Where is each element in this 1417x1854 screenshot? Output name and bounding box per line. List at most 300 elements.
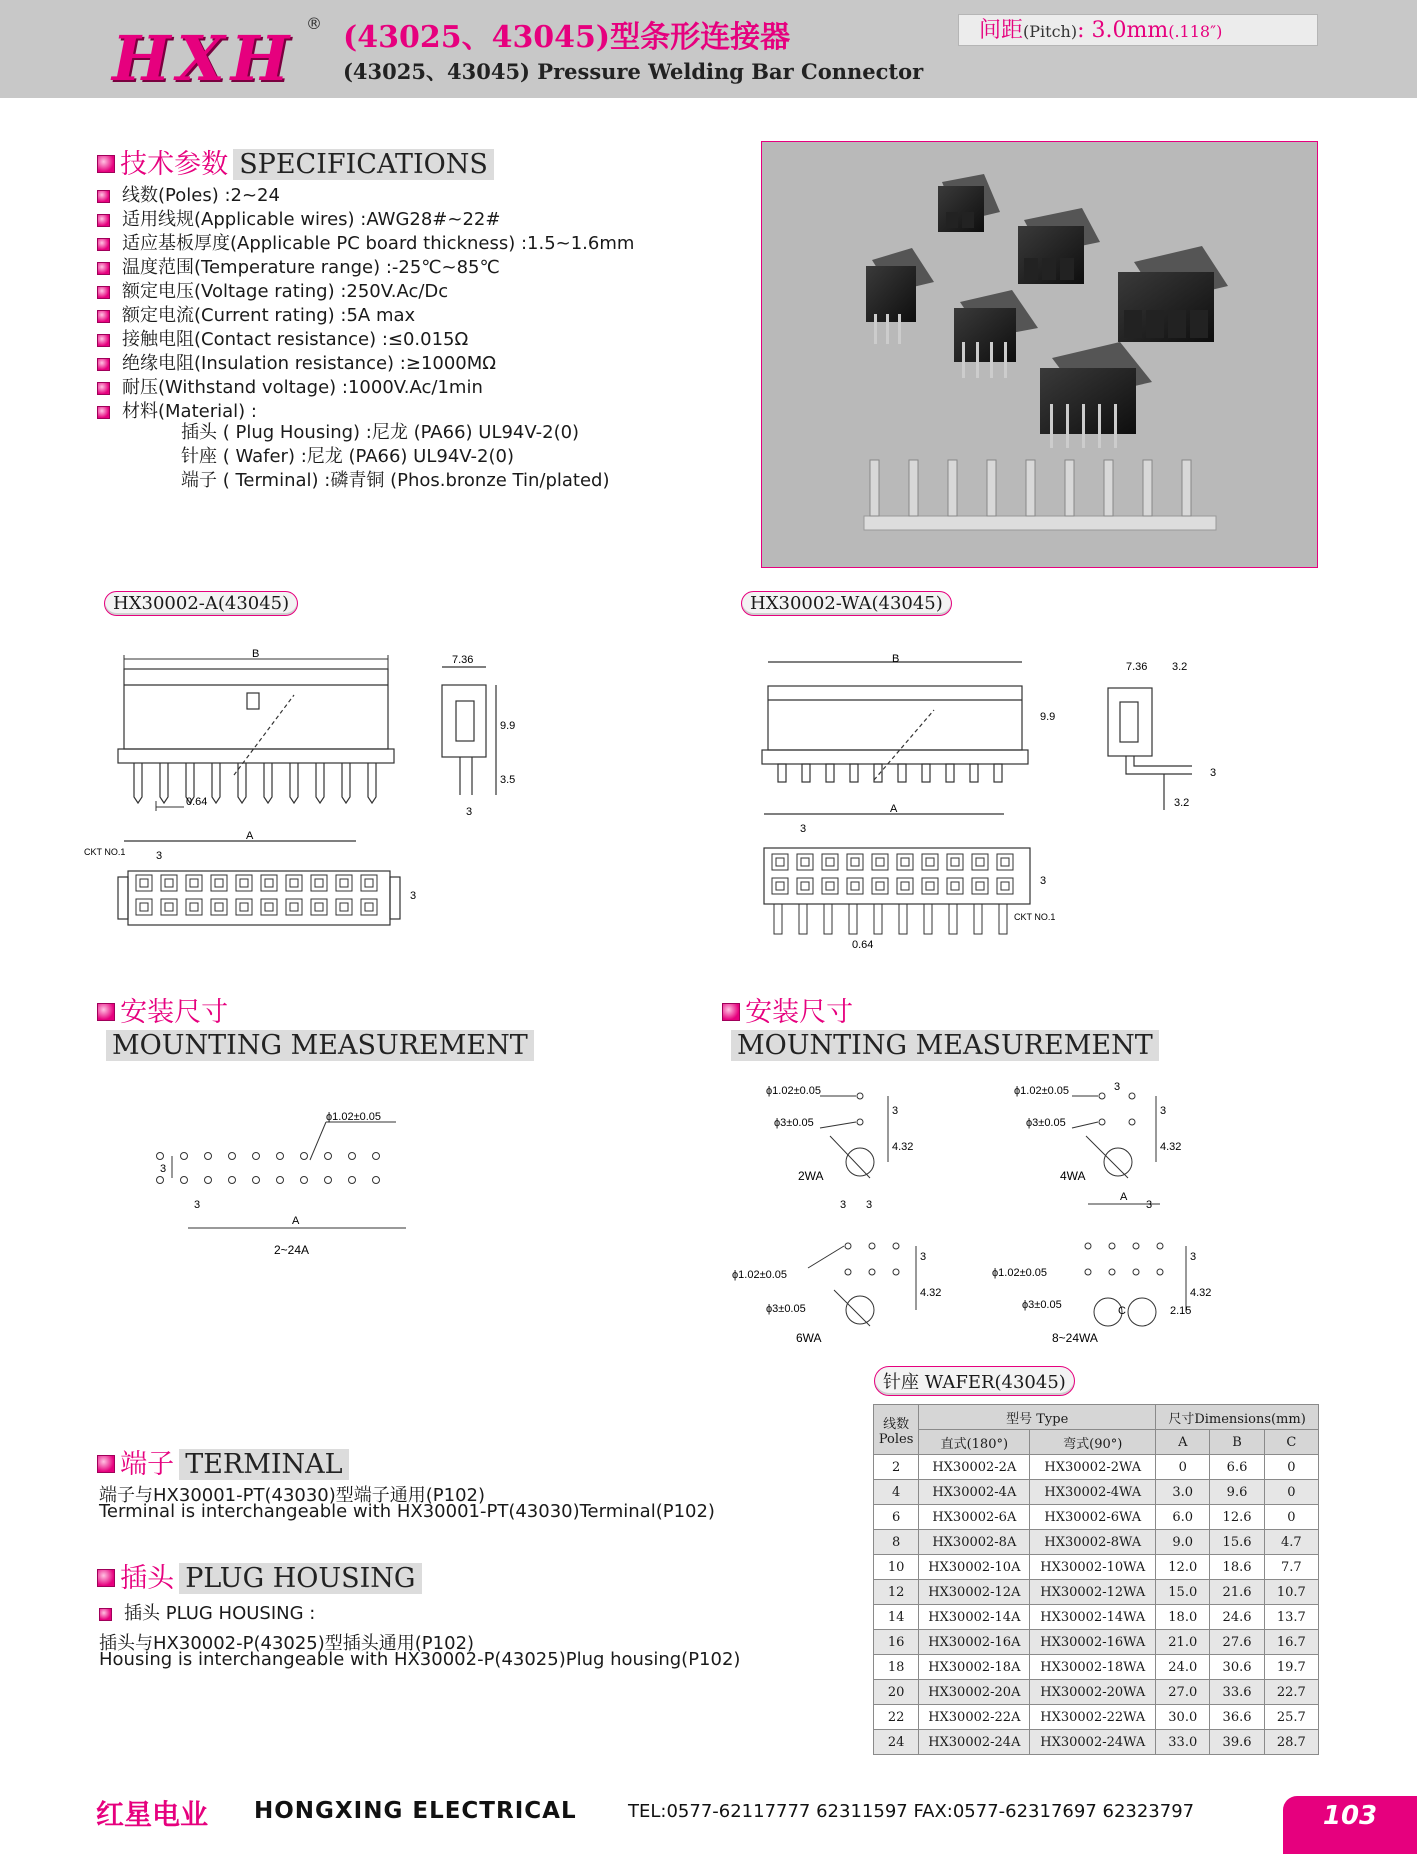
dim-432-8wa: 4.32: [1190, 1287, 1212, 1299]
bullet-icon: [97, 262, 110, 275]
product-photo: [761, 141, 1318, 568]
bullet-icon: [97, 214, 110, 227]
pin: [826, 764, 834, 782]
table-cell: HX30002-10A: [919, 1555, 1030, 1580]
plug-housing-line-cn: 插头与HX30002-P(43025)型插头通用(P102): [99, 1633, 475, 1654]
cavity: [336, 899, 352, 915]
table-cell: HX30002-16A: [919, 1630, 1030, 1655]
drawing-label-a: HX30002-A(43045): [104, 591, 298, 616]
brand-logo: HXH: [112, 22, 296, 95]
col-right-angle: 弯式(90°): [1030, 1430, 1156, 1455]
cavity: [261, 899, 277, 915]
pin: [802, 764, 810, 782]
table-cell: 15.6: [1210, 1530, 1264, 1555]
table-cell: HX30002-20A: [919, 1680, 1030, 1705]
cavity-inner: [851, 882, 859, 890]
hole: [277, 1177, 284, 1184]
cavity-inner: [340, 903, 348, 911]
hole: [277, 1153, 284, 1160]
table-cell: 27.0: [1156, 1680, 1210, 1705]
cavity: [972, 878, 988, 894]
table-cell: 18: [874, 1655, 919, 1680]
pin: [774, 904, 782, 934]
hole: [301, 1177, 308, 1184]
cavity: [772, 878, 788, 894]
cavity-inner: [801, 858, 809, 866]
cavity-inner: [140, 903, 148, 911]
cavity: [161, 875, 177, 891]
dim-3side-right: 3: [1040, 875, 1047, 887]
pin: [824, 904, 832, 934]
dim-b-left: B: [252, 648, 260, 660]
table-cell: 39.6: [1210, 1730, 1264, 1755]
bullet-icon: [97, 406, 110, 419]
hole: [253, 1177, 260, 1184]
cavity: [922, 854, 938, 870]
hole: [325, 1153, 332, 1160]
specifications-title-cn: 技术参数: [120, 149, 229, 180]
material-item: 插头 ( Plug Housing) :尼龙 (PA66) UL94V-2(0): [181, 422, 580, 443]
table-cell: HX30002-24WA: [1030, 1730, 1156, 1755]
mounting-right-title-cn: 安装尺寸: [745, 997, 854, 1028]
cavity-inner: [951, 882, 959, 890]
cavity: [947, 878, 963, 894]
table-cell: 36.6: [1210, 1705, 1264, 1730]
table-cell: 12.0: [1156, 1555, 1210, 1580]
pin: [922, 764, 930, 782]
hole: [181, 1177, 188, 1184]
cavity-inner: [190, 879, 198, 887]
hole: [373, 1153, 380, 1160]
cavity: [311, 899, 327, 915]
table-row: [874, 1555, 1319, 1580]
bullet-icon: [97, 310, 110, 323]
table-row: [874, 1480, 1319, 1505]
hole: [325, 1177, 332, 1184]
cavity: [236, 899, 252, 915]
drawing-straight: [84, 645, 554, 945]
pin: [316, 763, 324, 803]
cavity-inner: [215, 903, 223, 911]
table-cell: 24.0: [1156, 1655, 1210, 1680]
pin: [160, 763, 168, 803]
table-row: [874, 1655, 1319, 1680]
table-cell: 0: [1264, 1505, 1318, 1530]
pitch-label: 间距: [979, 18, 1024, 43]
registered-mark: ®: [306, 14, 322, 33]
dim-3-right: 3: [1210, 767, 1217, 779]
cavity-inner: [826, 858, 834, 866]
cavity: [211, 875, 227, 891]
table-cell: HX30002-8A: [919, 1530, 1030, 1555]
section-bullet-icon: [97, 1569, 115, 1587]
cavity: [211, 899, 227, 915]
section-bullet-icon: [97, 1003, 115, 1021]
pitch-label-en: (Pitch): [1023, 22, 1078, 41]
pin: [924, 904, 932, 934]
section-bullet-icon: [97, 155, 115, 173]
cavity-inner: [290, 903, 298, 911]
dim-064-right: 0.64: [852, 939, 874, 950]
material-item: 端子 ( Terminal) :磷青铜 (Phos.bronze Tin/plated): [181, 470, 610, 491]
cavity: [822, 854, 838, 870]
hole: [373, 1177, 380, 1184]
cavity: [361, 899, 377, 915]
dim-3-6wa: 3: [920, 1251, 927, 1263]
cavity-inner: [776, 858, 784, 866]
cavity-inner: [165, 903, 173, 911]
pitch-box: [958, 14, 1318, 46]
table-cell: HX30002-12WA: [1030, 1580, 1156, 1605]
specifications-heading: [97, 142, 494, 181]
table-cell: 20: [874, 1680, 919, 1705]
pin: [368, 763, 376, 803]
spec-item: 材料(Material) :: [97, 400, 634, 424]
table-cell: 9.0: [1156, 1530, 1210, 1555]
table-cell: HX30002-4A: [919, 1480, 1030, 1505]
spec-item: 额定电压(Voltage rating) :250V.Ac/Dc: [97, 280, 634, 304]
table-cell: 15.0: [1156, 1580, 1210, 1605]
connector-4: [954, 290, 1038, 378]
connector-2: [1018, 208, 1100, 284]
spec-item: 适用线规(Applicable wires) :AWG28#~22#: [97, 208, 634, 232]
table-cell: 4: [874, 1480, 919, 1505]
cavity: [286, 875, 302, 891]
dim-c-8wa: C: [1118, 1305, 1126, 1317]
table-cell: 33.6: [1210, 1680, 1264, 1705]
hole: [349, 1153, 356, 1160]
material-item: 针座 ( Wafer) :尼龙 (PA66) UL94V-2(0): [181, 446, 514, 467]
cavity-inner: [976, 858, 984, 866]
cavity-inner: [240, 903, 248, 911]
page-number: 103: [1283, 1796, 1417, 1854]
table-row: [874, 1580, 1319, 1605]
dim-432-6wa: 4.32: [920, 1287, 942, 1299]
page-title-cn: (43025、43045)型条形连接器: [343, 20, 791, 55]
cavity: [136, 875, 152, 891]
dim-3-mount-left: 3: [194, 1199, 201, 1211]
cavity-inner: [851, 858, 859, 866]
dim-a-right: A: [890, 803, 898, 815]
dim-064-left: 0.64: [186, 796, 208, 808]
plug-housing-sub: 插头 PLUG HOUSING :: [99, 1599, 315, 1625]
drawing-right-angle: [734, 650, 1244, 950]
pin: [874, 904, 882, 934]
cavity-inner: [951, 858, 959, 866]
pitch-value: 3.0mm: [1091, 18, 1169, 43]
pitch-sep: :: [1077, 18, 1085, 43]
caption-6wa: 6WA: [796, 1331, 822, 1345]
cavity: [947, 854, 963, 870]
pin: [342, 763, 350, 803]
pin: [849, 904, 857, 934]
pin: [949, 904, 957, 934]
hole-large-6wa: ϕ3±0.05: [766, 1303, 806, 1315]
dim-3-4wa: 3: [1160, 1105, 1167, 1117]
table-cell: HX30002-8WA: [1030, 1530, 1156, 1555]
cavity: [922, 878, 938, 894]
table-cell: HX30002-16WA: [1030, 1630, 1156, 1655]
table-cell: 9.6: [1210, 1480, 1264, 1505]
table-cell: 3.0: [1156, 1480, 1210, 1505]
bullet-icon: [97, 286, 110, 299]
table-cell: 12: [874, 1580, 919, 1605]
dim-3-2wa: 3: [892, 1105, 899, 1117]
hole: [181, 1153, 188, 1160]
cavity-inner: [315, 903, 323, 911]
spec-item: 线数(Poles) :2~24: [97, 184, 634, 208]
table-cell: 25.7: [1264, 1705, 1318, 1730]
cavity-inner: [265, 903, 273, 911]
caption-left: 2~24A: [274, 1243, 310, 1257]
table-cell: HX30002-22A: [919, 1705, 1030, 1730]
cavity-inner: [215, 879, 223, 887]
table-cell: 24.6: [1210, 1605, 1264, 1630]
cavity-inner: [776, 882, 784, 890]
table-cell: 19.7: [1264, 1655, 1318, 1680]
spec-item: 适应基板厚度(Applicable PC board thickness) :1.5~1.6mm: [97, 232, 634, 256]
cavity-inner: [876, 882, 884, 890]
spec-item: 额定电流(Current rating) :5A max: [97, 304, 634, 328]
dim-32b-right: 3.2: [1174, 797, 1190, 809]
table-cell: 0: [1264, 1480, 1318, 1505]
table-cell: 2: [874, 1455, 919, 1480]
table-cell: 13.7: [1264, 1605, 1318, 1630]
bullet-icon: [97, 190, 110, 203]
table-cell: 18.6: [1210, 1555, 1264, 1580]
pin: [778, 764, 786, 782]
section-bullet-icon: [97, 1455, 115, 1473]
hole-large-8wa: ϕ3±0.05: [1022, 1299, 1062, 1311]
pin: [898, 764, 906, 782]
cavity-inner: [926, 858, 934, 866]
table-row: [874, 1705, 1319, 1730]
cavity: [897, 854, 913, 870]
table-cell: 30.6: [1210, 1655, 1264, 1680]
table-cell: 18.0: [1156, 1605, 1210, 1630]
col-straight: 直式(180°): [919, 1430, 1030, 1455]
ckt-left: CKT NO.1: [84, 847, 126, 857]
table-cell: 14: [874, 1605, 919, 1630]
table-row: [874, 1605, 1319, 1630]
table-row: [874, 1630, 1319, 1655]
cavity: [847, 878, 863, 894]
table-cell: 6.0: [1156, 1505, 1210, 1530]
cavity-inner: [190, 903, 198, 911]
hole: [205, 1153, 212, 1160]
hole: [253, 1153, 260, 1160]
dim-32-right: 3.2: [1172, 661, 1188, 673]
table-cell: HX30002-24A: [919, 1730, 1030, 1755]
cavity-inner: [1001, 858, 1009, 866]
cavity: [186, 875, 202, 891]
table-cell: HX30002-14WA: [1030, 1605, 1156, 1630]
cavity-inner: [876, 858, 884, 866]
ckt-right: CKT NO.1: [1014, 912, 1056, 922]
terminal-title-en: TERMINAL: [179, 1449, 348, 1480]
cavity: [872, 878, 888, 894]
cavity: [261, 875, 277, 891]
table-cell: 21.6: [1210, 1580, 1264, 1605]
bullet-icon: [97, 358, 110, 371]
table-cell: 10.7: [1264, 1580, 1318, 1605]
wafer-table-label: 针座 WAFER(43045): [874, 1366, 1075, 1396]
table-cell: 30.0: [1156, 1705, 1210, 1730]
cavity: [972, 854, 988, 870]
hole: [157, 1177, 164, 1184]
cavity: [311, 875, 327, 891]
hole-label-left: ϕ1.02±0.05: [326, 1111, 382, 1123]
table-cell: HX30002-22WA: [1030, 1705, 1156, 1730]
table-cell: HX30002-14A: [919, 1605, 1030, 1630]
col-c: C: [1264, 1430, 1318, 1455]
bullet-icon: [99, 1608, 112, 1621]
connector-1: [938, 174, 1000, 232]
pin: [974, 904, 982, 934]
dim-3a-6wa: 3: [840, 1199, 847, 1211]
footer-brand-en: HONGXING ELECTRICAL: [254, 1798, 577, 1824]
table-cell: HX30002-20WA: [1030, 1680, 1156, 1705]
mounting-left-heading: [97, 990, 228, 1029]
hole: [229, 1153, 236, 1160]
col-a: A: [1156, 1430, 1210, 1455]
cavity: [872, 854, 888, 870]
terminal-line-cn: 端子与HX30001-PT(43030)型端子通用(P102): [99, 1485, 486, 1506]
terminal-line-en: Terminal is interchangeable with HX30001-PT(43030)Terminal(P102): [99, 1501, 715, 1522]
dim-432-2wa: 4.32: [892, 1141, 914, 1153]
pin: [970, 764, 978, 782]
cavity-inner: [140, 879, 148, 887]
table-row: [874, 1530, 1319, 1555]
dim-3top-4wa: 3: [1114, 1081, 1121, 1093]
dim-736-right: 7.36: [1126, 661, 1148, 673]
connector-5: [1118, 246, 1228, 342]
cavity: [797, 878, 813, 894]
dim-3b-left: 3: [410, 890, 417, 902]
spec-item: 绝缘电阻(Insulation resistance) :≥1000MΩ: [97, 352, 634, 376]
terminal-strip: [864, 460, 1216, 530]
terminal-heading: [97, 1442, 349, 1481]
pin: [994, 764, 1002, 782]
cavity-inner: [315, 879, 323, 887]
hole-small-6wa: ϕ1.02±0.05: [732, 1269, 788, 1281]
cavity: [161, 899, 177, 915]
table-cell: 28.7: [1264, 1730, 1318, 1755]
dim-3b-6wa: 3: [866, 1199, 873, 1211]
cavity: [336, 875, 352, 891]
dim-3v-mount-left: 3: [160, 1163, 167, 1175]
footer-contact: TEL:0577-62117777 62311597 FAX:0577-62317697 62323797: [628, 1801, 1195, 1822]
dim-215-8wa: 2.15: [1170, 1305, 1192, 1317]
cavity-inner: [901, 882, 909, 890]
col-type: 型号 Type: [919, 1405, 1156, 1430]
footer-brand-cn: 红星电业: [96, 1798, 209, 1831]
table-cell: HX30002-4WA: [1030, 1480, 1156, 1505]
wafer-table: [873, 1404, 1319, 1755]
table-cell: 0: [1264, 1455, 1318, 1480]
table-cell: 7.7: [1264, 1555, 1318, 1580]
cavity-inner: [926, 882, 934, 890]
cavity: [236, 875, 252, 891]
cavity-inner: [801, 882, 809, 890]
page-title-en: (43025、43045) Pressure Welding Bar Connector: [343, 59, 924, 84]
table-cell: 27.6: [1210, 1630, 1264, 1655]
hole: [349, 1177, 356, 1184]
cavity-inner: [165, 879, 173, 887]
dim-3top-right: 3: [800, 823, 807, 835]
spec-item: 接触电阻(Contact resistance) :≤0.015Ω: [97, 328, 634, 352]
table-cell: 33.0: [1156, 1730, 1210, 1755]
hole: [301, 1153, 308, 1160]
table-cell: 21.0: [1156, 1630, 1210, 1655]
spec-item: 耐压(Withstand voltage) :1000V.Ac/1min: [97, 376, 634, 400]
table-cell: 8: [874, 1530, 919, 1555]
table-cell: 16.7: [1264, 1630, 1318, 1655]
cavity: [286, 899, 302, 915]
table-cell: 4.7: [1264, 1530, 1318, 1555]
hole-small-2wa: ϕ1.02±0.05: [766, 1085, 822, 1097]
section-bullet-icon: [722, 1003, 740, 1021]
cavity-inner: [976, 882, 984, 890]
pin: [134, 763, 142, 803]
hole: [205, 1177, 212, 1184]
table-row: [874, 1505, 1319, 1530]
dim-3-8wa: 3: [1190, 1251, 1197, 1263]
table-cell: 12.6: [1210, 1505, 1264, 1530]
cavity: [822, 878, 838, 894]
table-cell: HX30002-6WA: [1030, 1505, 1156, 1530]
cavity-inner: [901, 858, 909, 866]
table-cell: HX30002-18WA: [1030, 1655, 1156, 1680]
cavity-inner: [265, 879, 273, 887]
caption-4wa: 4WA: [1060, 1169, 1086, 1183]
cavity: [847, 854, 863, 870]
cavity: [997, 854, 1013, 870]
table-cell: 16: [874, 1630, 919, 1655]
plug-housing-line-en: Housing is interchangeable with HX30002-P(43025)Plug housing(P102): [99, 1649, 741, 1670]
cavity-inner: [365, 903, 373, 911]
cavity-inner: [340, 879, 348, 887]
mounting-left-drawing: [150, 1110, 450, 1260]
col-poles: 线数 Poles: [874, 1405, 919, 1455]
table-cell: 6.6: [1210, 1455, 1264, 1480]
specifications-title-en: SPECIFICATIONS: [233, 149, 494, 180]
dim-a-8wa: A: [1120, 1191, 1128, 1203]
bullet-icon: [97, 382, 110, 395]
spec-list: [97, 184, 634, 424]
dim-736-left: 7.36: [452, 654, 474, 666]
pin: [212, 763, 220, 803]
table-cell: HX30002-6A: [919, 1505, 1030, 1530]
cavity: [897, 878, 913, 894]
material-list: [181, 421, 610, 493]
hole: [157, 1153, 164, 1160]
dim-a-mount-left: A: [292, 1215, 300, 1227]
table-cell: 0: [1156, 1455, 1210, 1480]
plug-housing-title-en: PLUG HOUSING: [179, 1563, 421, 1594]
cavity: [797, 854, 813, 870]
dim-3-side-left: 3: [466, 806, 473, 818]
pin: [290, 763, 298, 803]
table-cell: 6: [874, 1505, 919, 1530]
mounting-right-title-en: MOUNTING MEASUREMENT: [731, 1030, 1159, 1061]
cavity-inner: [826, 882, 834, 890]
connector-3: [866, 248, 934, 344]
table-cell: HX30002-18A: [919, 1655, 1030, 1680]
dim-a-left: A: [246, 830, 254, 842]
pin: [899, 904, 907, 934]
bullet-icon: [97, 238, 110, 251]
